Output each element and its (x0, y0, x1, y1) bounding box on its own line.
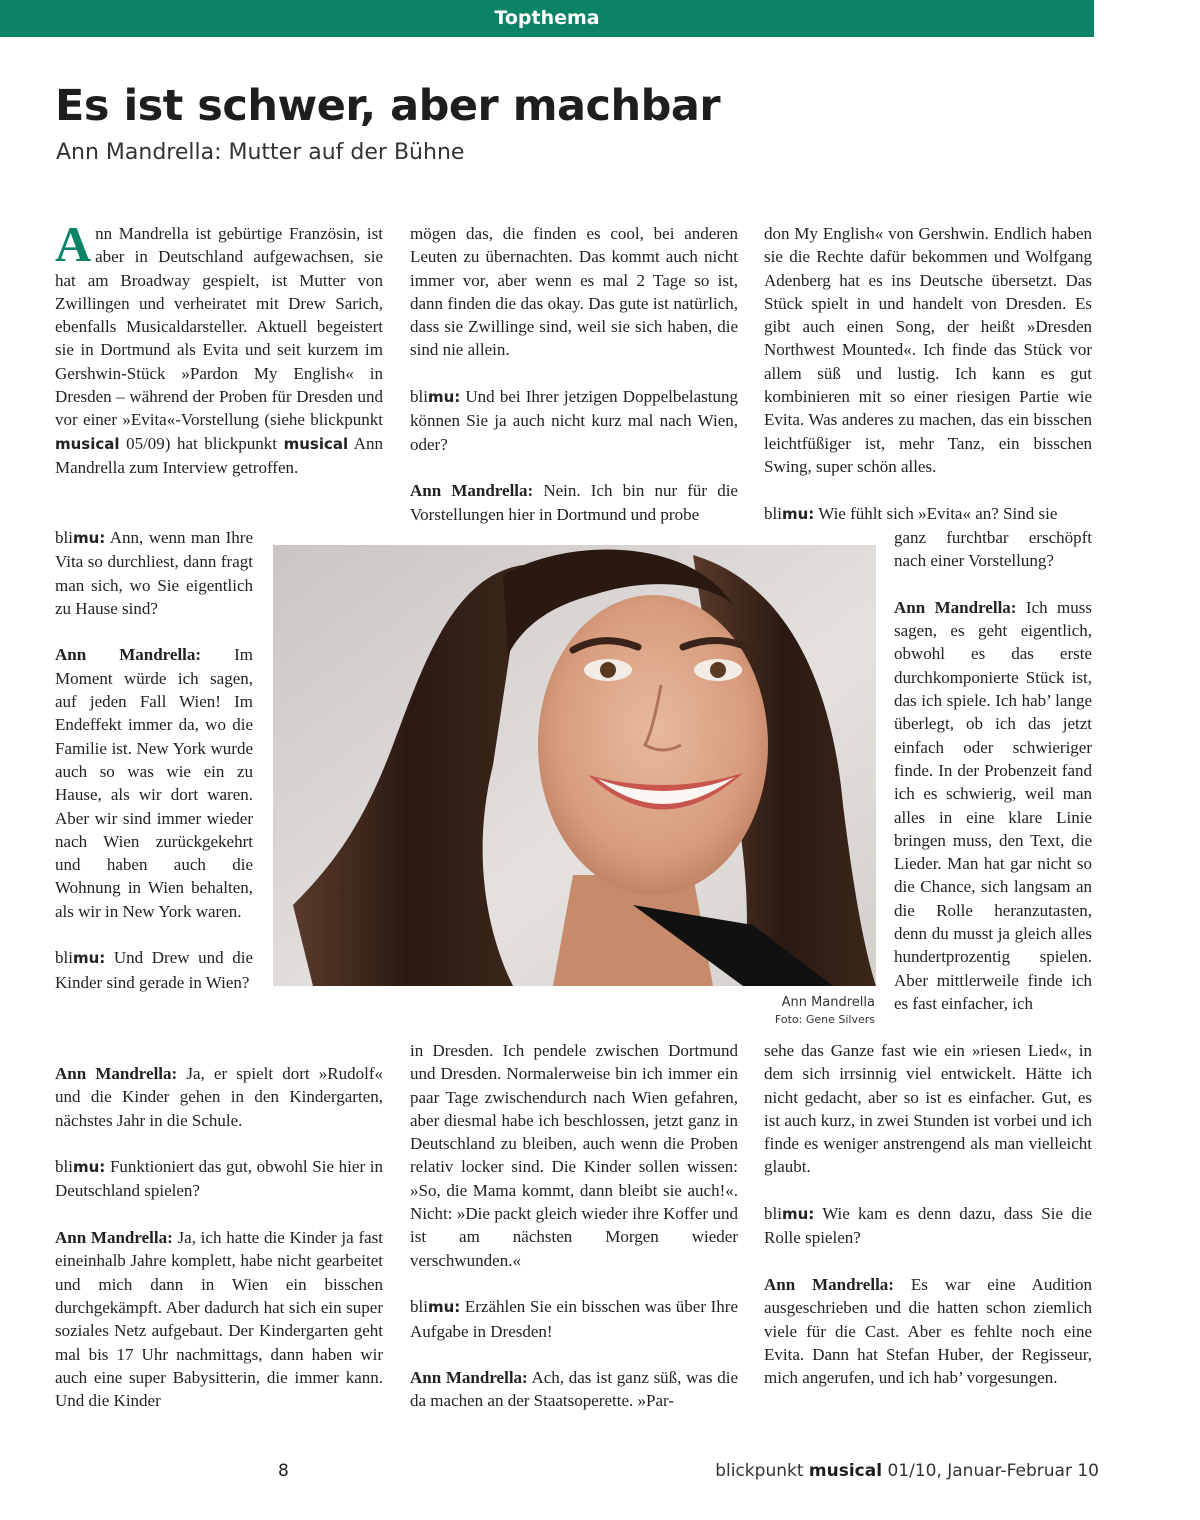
column-2-bottom (410, 1039, 738, 1413)
body-paragraph: mögen das, die finden es cool, bei anderen Leuten zu übernachten. Das kommt auch nicht immer vor, aber wenn es mal 2 Tage so ist, dann finden die das okay. Das gute ist natürlich, dass sie Zwillinge sind, weil sie sich haben, die sind nie allein. (410, 224, 738, 360)
brand-musical: musical (55, 434, 120, 453)
caption-credit: Foto: Gene Silvers (774, 1013, 875, 1026)
answer-paragraph: Ann Mandrella: Ich muss sagen, es geht eigentlich, obwohl es das erste durchkomponierte Stück ist, das ich spiele. Ich hab’ lange überlegt, ob ich das jetzt einfach oder schwieriger finde. In der Probenzeit fand ich es schwierig, weil man alles in eine klare Linie bringen muss, den Text, die Lieder. Man hat gar nicht so die Chance, sich langsam an die Rolle heranzutasten, denn du musst ja gleich alles hundertprozentig spielen. Aber mittlerweile finde ich es fast einfacher, ich (894, 597, 1092, 1013)
footer-issue: blickpunkt musical 01/10, Januar-Februar 10 (715, 1461, 1099, 1481)
drop-cap: A (55, 216, 92, 272)
speaker-label: Ann Mandrella: (55, 1064, 178, 1083)
footer-brand: musical (808, 1461, 883, 1481)
question-paragraph: blimu: Wie kam es denn dazu, dass Sie die Rolle spielen? (764, 1204, 1092, 1248)
speaker-label: Ann Mandrella: (55, 1228, 173, 1248)
intro-paragraph: Ann Mandrella ist gebürtige Französin, ist aber in Deutschland aufgewachsen, sie hat am Broadway gespielt, ist Mutter von Zwillingen und verheiratet mit Drew Sarich, ebenfalls Musicaldarsteller. Aktuell begeistert sie in Dortmund als Evita und seit kurzem im Gershwin-Stück »Pardon My English« in Dresden – während der Proben für Dresden und vor einer »Evita«-Vorstellung (siehe blickpunkt musical 05/09) hat blickpunkt musical Ann Mandrella zum Interview getroffen. (55, 216, 384, 477)
question-paragraph: blimu: Funktioniert das gut, obwohl Sie hier in Deutschland spielen? (55, 1157, 383, 1201)
section-label: Topthema (494, 7, 600, 29)
speaker-label: Ann Mandrella: (764, 1274, 894, 1294)
body-paragraph: don My English« von Gershwin. Endlich haben sie die Rechte dafür bekommen und Wolfgang Adenberg hat es ins Deutsche übersetzt. Das Stück spielt in und handelt von Dresden. Es gibt auch einen Song, der heißt »Dresden Northwest Mounted«. Ich finde das Stück vor allem süß und lustig. Ich kann es gut kombinieren mit so einer riesigen Partie wie Evita. Was anderes zu machen, das ein bisschen leichtfüßiger ist, mehr Tanz, ein bisschen Swing, super schön alles. (764, 224, 1092, 476)
brand-musical: musical (283, 434, 349, 453)
body-paragraph: in Dresden. Ich pendele zwischen Dortmund und Dresden. Normalerweise bin ich immer ein paar Tage zwischendurch nach Wien gefahren, aber diesmal habe ich beschlossen, jetzt ganz in Deutschland zu bleiben, auch wenn die Proben relativ locker sind. Die Kinder sollen wissen: »So, die Mama kommt, dann bleibt sie auch!«. Nicht: »Die packt gleich wieder ihre Koffer und ist am nächsten Morgen wieder verschwunden.« (410, 1041, 738, 1270)
answer-paragraph: Ann Mandrella: Ach, das ist ganz süß, was die da machen an der Staatsoperette. »Par- (410, 1368, 738, 1411)
question-paragraph: blimu: Wie fühlt sich »Evita« an? Sind sie (764, 503, 1058, 523)
speaker-label: Ann Mandrella: (410, 1368, 528, 1388)
speaker-label: Ann Mandrella: (410, 481, 534, 501)
answer-paragraph: Ann Mandrella: Ja, ich hatte die Kinder ja fast eineinhalb Jahre komplett, habe nicht gearbeitet und mich dann in Wien ein bisschen durchgekämpft. Aber dadurch hat sich ein super soziales Netz aufgebaut. Der Kindergarten geht mal bis 17 Uhr nachmittags, dann haben wir auch eine super Babysitterin, die immer kann. Und die Kinder (55, 1228, 383, 1411)
portrait-photo (273, 545, 876, 986)
question-paragraph: blimu: Erzählen Sie ein bisschen was über Ihre Aufgabe in Dresden! (410, 1297, 738, 1341)
caption-name: Ann Mandrella (781, 995, 875, 1010)
column-2-top (410, 222, 738, 526)
photo-caption (775, 994, 875, 1028)
article-subtitle: Ann Mandrella: Mutter auf der Bühne (56, 140, 465, 165)
answer-paragraph: Ann Mandrella: Es war eine Audition ausgeschrieben und die hatten schon ziemlich viele für die Cast. Aber es fehlte noch eine Evita. Dann hat Stefan Huber, der Regisseur, mich angerufen, und ich hab’ vorgesungen. (764, 1274, 1092, 1388)
column-1-narrow (55, 526, 253, 994)
answer-paragraph: Ann Mandrella: Ja, er spielt dort »Rudolf« und die Kinder gehen in den Kindergarten, nächstes Jahr in die Schule. (55, 1064, 383, 1130)
question-paragraph: blimu: Und bei Ihrer jetzigen Doppelbelastung können Sie ja auch nicht kurz mal nach Wien, oder? (410, 387, 739, 454)
question-continuation: ganz furchtbar erschöpft nach einer Vorstellung? (894, 528, 1092, 571)
column-3-bottom (764, 1039, 1092, 1389)
answer-paragraph: Ann Mandrella: Nein. Ich bin nur für die Vorstellungen hier in Dortmund und probe (410, 481, 738, 524)
speaker-label: Ann Mandrella: (894, 597, 1017, 617)
column-3-top (764, 222, 1092, 526)
article-title: Es ist schwer, aber machbar (55, 81, 721, 131)
page-number: 8 (278, 1461, 289, 1481)
speaker-label: Ann Mandrella: (55, 645, 202, 665)
answer-paragraph: Ann Mandrella: Im Moment würde ich sagen, auf jeden Fall Wien! Im Endeffekt immer da, wo die Familie ist. New York wurde auch so was wie ein zu Hause, als wir dort waren. Aber wir sind immer wieder nach Wien zurückgekehrt und haben auch die Wohnung in Wien behalten, als wir in New York waren. (55, 645, 253, 921)
section-header-bar (0, 0, 1094, 37)
question-paragraph: blimu: Ann, wenn man Ihre Vita so durchliest, dann fragt man sich, wo Sie eigentlich zu Hause sind? (55, 528, 253, 618)
portrait-illustration (273, 545, 876, 986)
column-1-top (55, 216, 384, 479)
body-paragraph: sehe das Ganze fast wie ein »riesen Lied«, in dem sich irrsinnig viel entwickelt. Hätte ich nicht gedacht, aber so ist es einfacher. Gut, es ist auch kurz, in zwei Stunden ist vorbei und ich finde es weniger anstrengend als man vielleicht glaubt. (764, 1041, 1092, 1177)
question-paragraph: blimu: Und Drew und die Kinder sind gerade in Wien? (55, 948, 253, 992)
column-3-narrow (894, 526, 1092, 1015)
column-1-bottom (55, 1062, 383, 1412)
